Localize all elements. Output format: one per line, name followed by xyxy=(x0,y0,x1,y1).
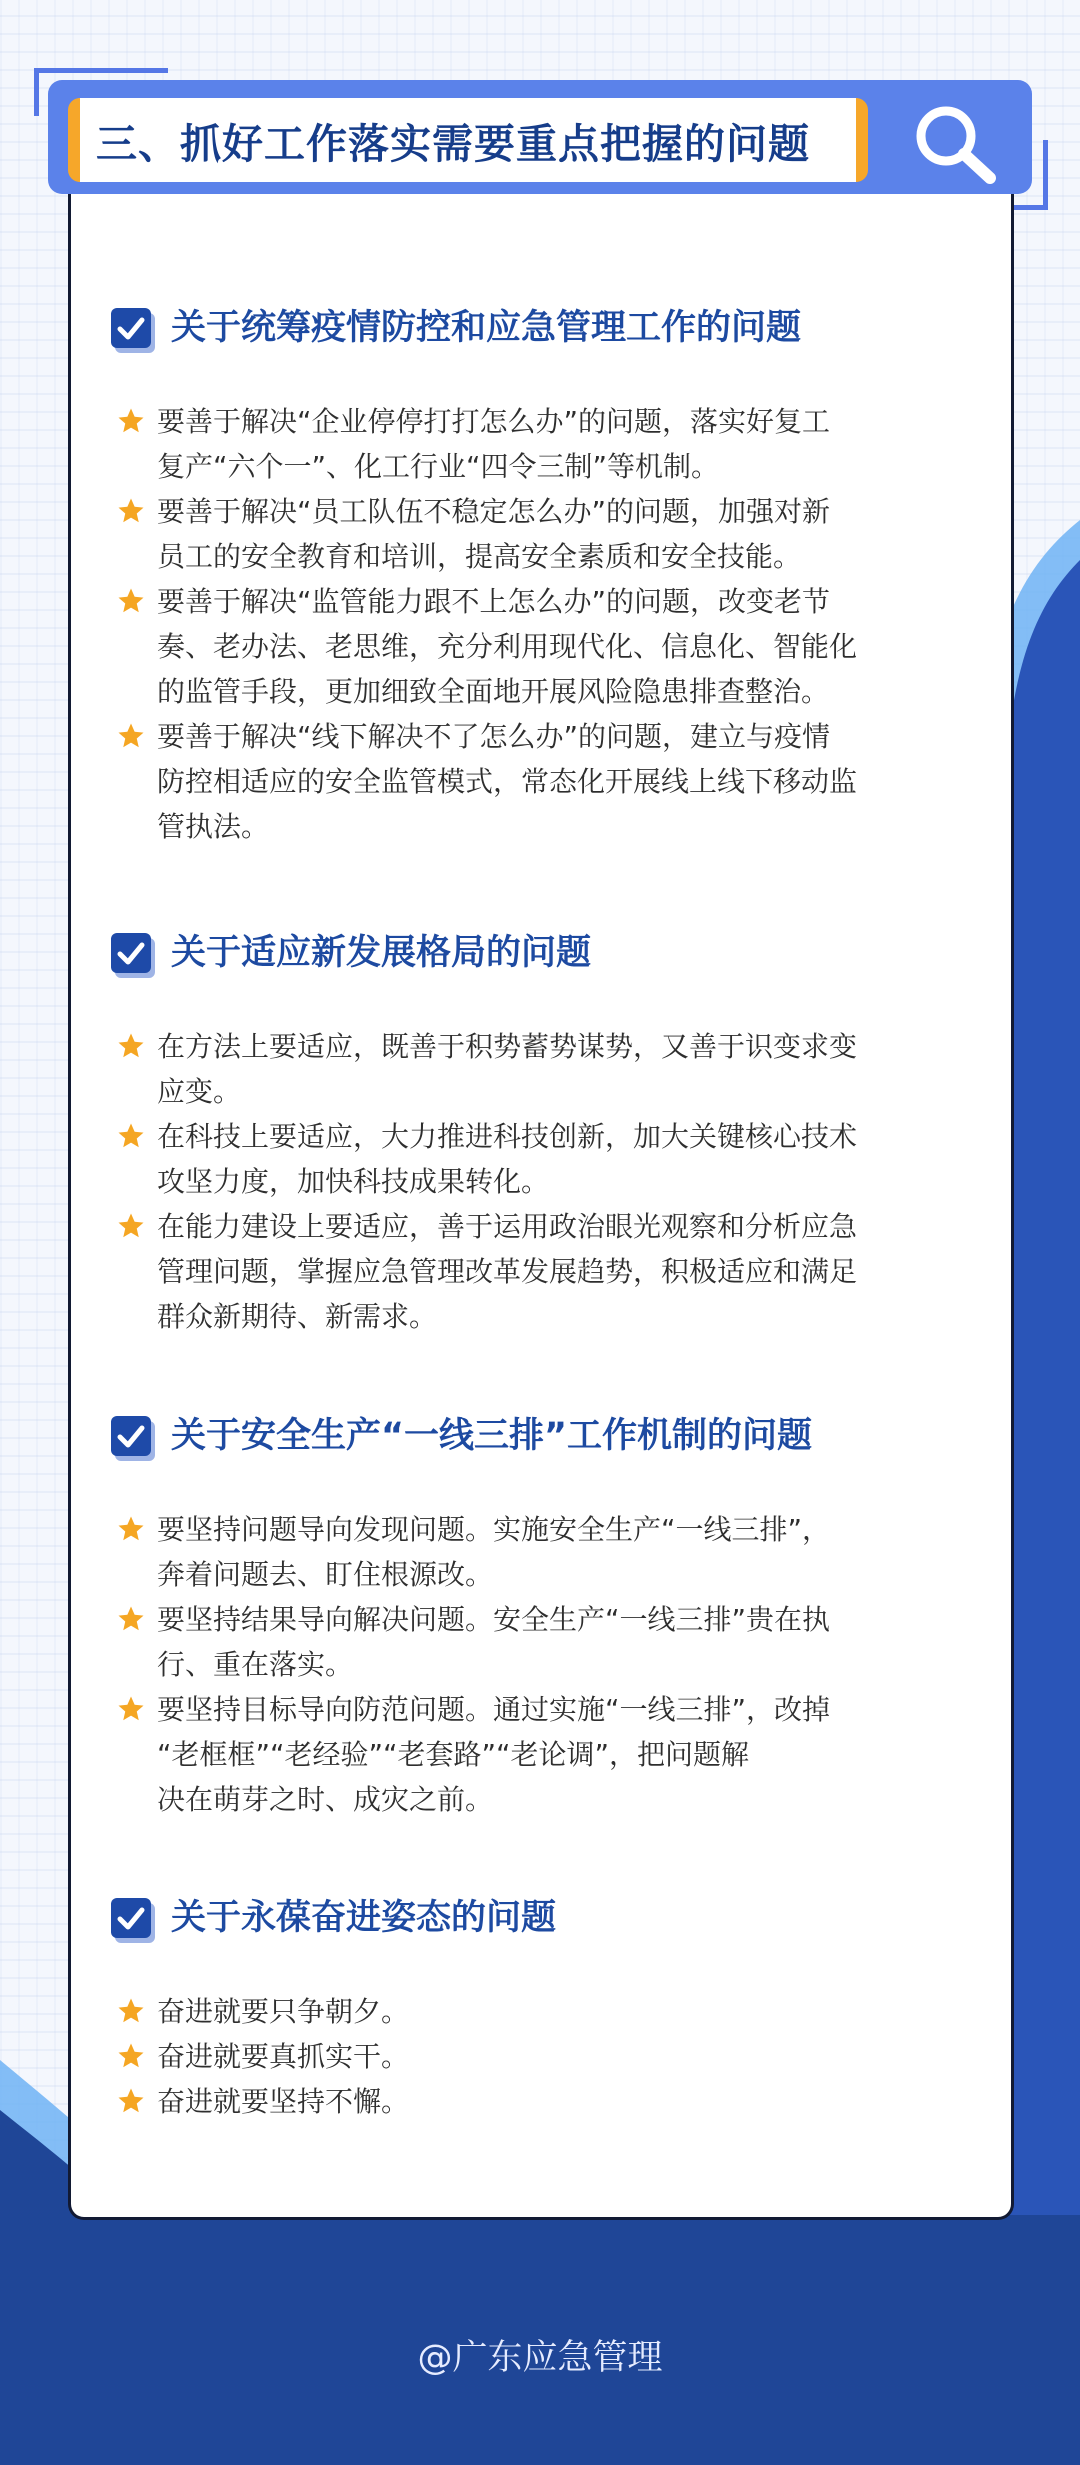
list-item xyxy=(157,489,987,579)
list-item xyxy=(157,579,987,714)
page-title: 三、抓好工作落实需要重点把握的问题 xyxy=(68,98,868,182)
list-item-line: 奏、老办法、老思维，充分利用现代化、信息化、智能化 xyxy=(157,630,858,663)
list-item-line: 在方法上要适应，既善于积势蓄势谋势，又善于识变求变 xyxy=(157,1030,858,1063)
bullet-star-icon xyxy=(116,1514,146,1544)
list-item-line: 复产“六个一”、化工行业“四令三制”等机制。 xyxy=(157,450,720,483)
bullet-star-icon xyxy=(116,1694,146,1724)
footer-handle: @广东应急管理 xyxy=(417,2338,663,2378)
list-item xyxy=(157,2079,987,2124)
list-item-line: 在能力建设上要适应，善于运用政治眼光观察和分析应急 xyxy=(157,1210,858,1243)
bullet-star-icon xyxy=(116,496,146,526)
section-checkbox-icon xyxy=(111,308,151,348)
list-item-line: 要善于解决“员工队伍不稳定怎么办”的问题，加强对新 xyxy=(157,495,831,528)
list-item xyxy=(157,1989,987,2034)
list-item xyxy=(157,1507,987,1597)
list-item-line: “老框框”“老经验”“老套路”“老论调”，把问题解 xyxy=(157,1738,750,1771)
list-item-line: 要坚持结果导向解决问题。安全生产“一线三排”贵在执 xyxy=(157,1603,831,1636)
bullet-star-icon xyxy=(116,1604,146,1634)
list-item xyxy=(157,1687,987,1822)
section-title: 关于安全生产“一线三排”工作机制的问题 xyxy=(171,1416,813,1456)
bullet-star-icon xyxy=(116,2086,146,2116)
list-item-line: 要善于解决“企业停停打打怎么办”的问题，落实好复工 xyxy=(157,405,831,438)
list-item-line: 奔着问题去、盯住根源改。 xyxy=(157,1558,494,1591)
list-item xyxy=(157,714,987,849)
list-item xyxy=(157,1204,987,1339)
list-item-line: 在科技上要适应，大力推进科技创新，加大关键核心技术 xyxy=(157,1120,858,1153)
bullet-star-icon xyxy=(116,1996,146,2026)
list-item xyxy=(157,399,987,489)
list-item xyxy=(157,1597,987,1687)
list-item-line: 的监管手段，更加细致全面地开展风险隐患排查整治。 xyxy=(157,675,830,708)
bullet-star-icon xyxy=(116,406,146,436)
search-icon xyxy=(900,96,1010,186)
list-item xyxy=(157,1024,987,1114)
list-item-line: 群众新期待、新需求。 xyxy=(157,1300,438,1333)
list-item-line: 管理问题，掌握应急管理改革发展趋势，积极适应和满足 xyxy=(157,1255,858,1288)
list-item-line: 决在萌芽之时、成灾之前。 xyxy=(157,1783,494,1816)
bullet-star-icon xyxy=(116,586,146,616)
list-item-line: 要坚持目标导向防范问题。通过实施“一线三排”，改掉 xyxy=(157,1693,831,1726)
section-title: 关于永葆奋进姿态的问题 xyxy=(171,1898,557,1938)
list-item-line: 要坚持问题导向发现问题。实施安全生产“一线三排”， xyxy=(157,1513,831,1546)
bullet-star-icon xyxy=(116,1031,146,1061)
list-item-line: 奋进就要只争朝夕。 xyxy=(157,1995,410,2028)
list-item-line: 防控相适应的安全监管模式，常态化开展线上线下移动监 xyxy=(157,765,858,798)
list-item-line: 奋进就要坚持不懈。 xyxy=(157,2085,410,2118)
list-item-line: 行、重在落实。 xyxy=(157,1648,354,1681)
list-item xyxy=(157,2034,987,2079)
bullet-star-icon xyxy=(116,1211,146,1241)
list-item-line: 员工的安全教育和培训，提高安全素质和安全技能。 xyxy=(157,540,802,573)
list-item-line: 攻坚力度，加快科技成果转化。 xyxy=(157,1165,550,1198)
section-title: 关于统筹疫情防控和应急管理工作的问题 xyxy=(171,308,802,348)
list-item-line: 要善于解决“监管能力跟不上怎么办”的问题，改变老节 xyxy=(157,585,831,618)
list-item xyxy=(157,1114,987,1204)
list-item-line: 要善于解决“线下解决不了怎么办”的问题，建立与疫情 xyxy=(157,720,831,753)
section-checkbox-icon xyxy=(111,1898,151,1938)
list-item-line: 奋进就要真抓实干。 xyxy=(157,2040,410,2073)
bullet-star-icon xyxy=(116,2041,146,2071)
list-item-line: 应变。 xyxy=(157,1075,242,1108)
list-item-line: 管执法。 xyxy=(157,810,270,843)
section-checkbox-icon xyxy=(111,933,151,973)
content-card xyxy=(68,194,1014,2220)
section-checkbox-icon xyxy=(111,1416,151,1456)
bullet-star-icon xyxy=(116,1121,146,1151)
section-title: 关于适应新发展格局的问题 xyxy=(171,933,592,973)
bullet-star-icon xyxy=(116,721,146,751)
